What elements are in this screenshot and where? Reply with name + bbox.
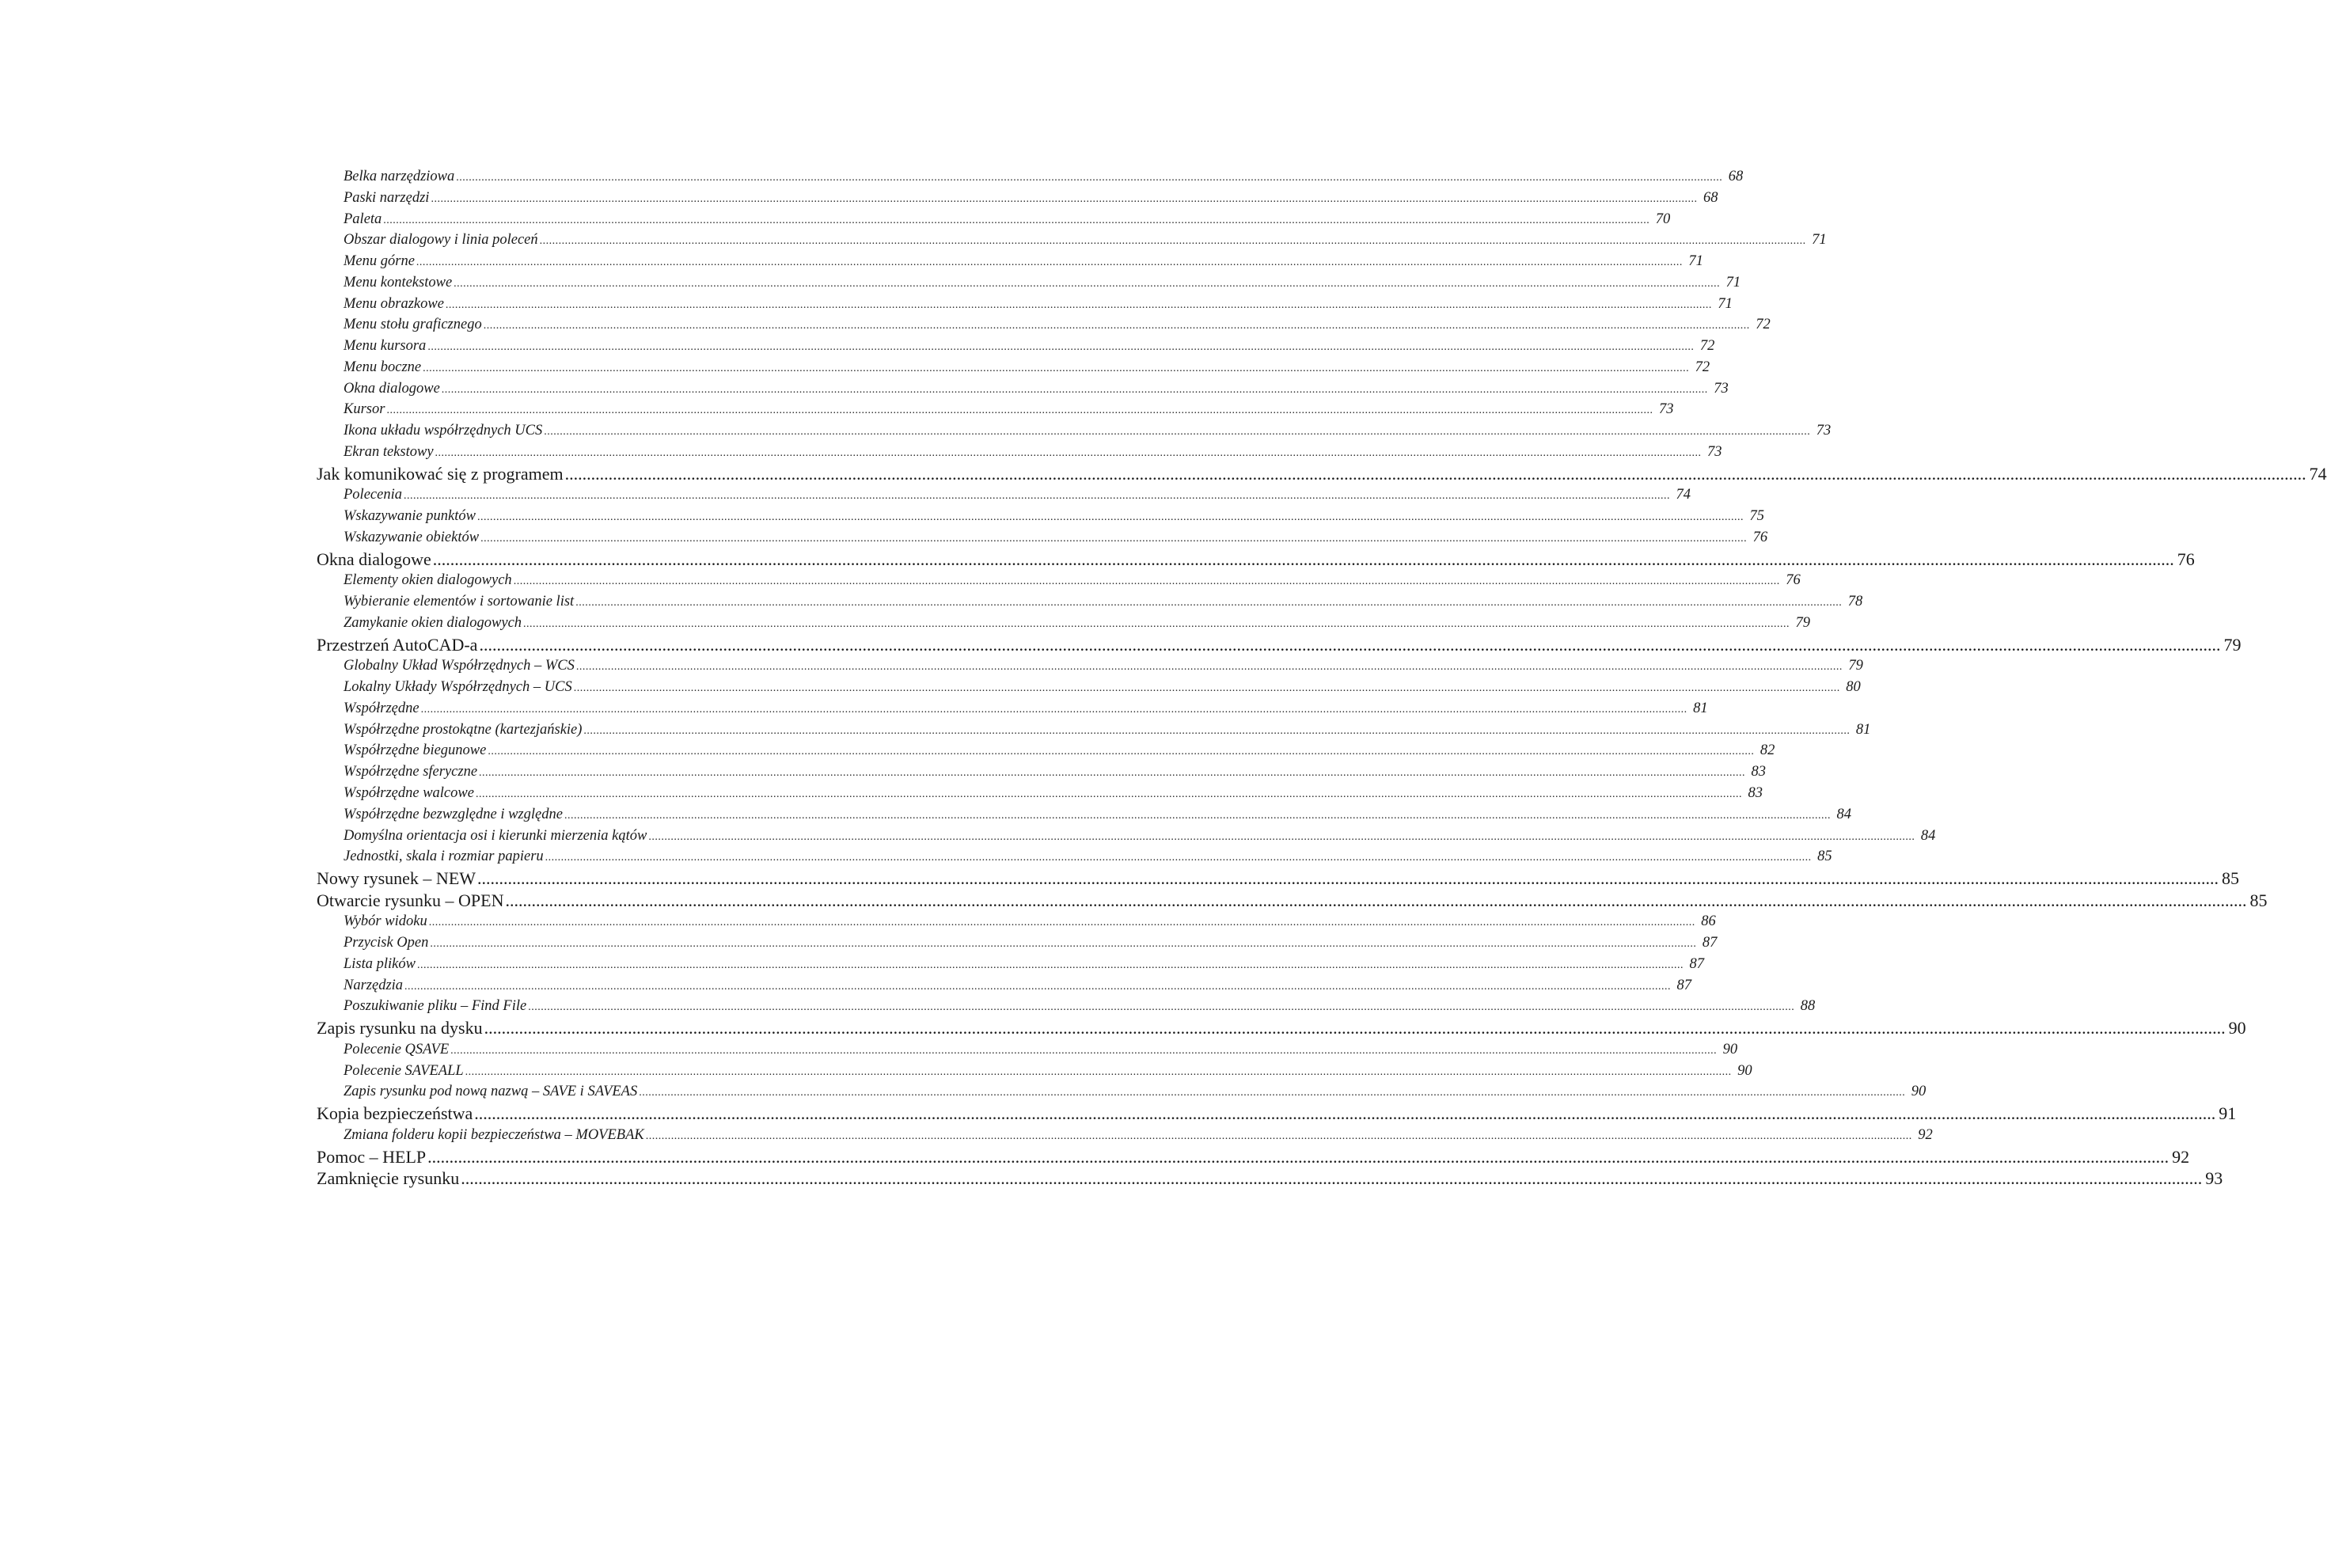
toc-page-number: 84 (1920, 827, 1936, 844)
toc-page-number: 72 (1695, 359, 1710, 375)
toc-page-number: 73 (1714, 380, 1729, 397)
toc-page-number: 92 (1918, 1126, 1933, 1143)
toc-page-number: 84 (1836, 806, 1851, 822)
dot-leader: ................................................................................................................................................................................................................................................................................................................................................................................................................ (544, 426, 1811, 439)
toc-subsection-entry (317, 230, 1827, 251)
toc-entry-title: Paleta (344, 211, 382, 227)
dot-leader: ................................................................................................................................................................................................................................................................................................................................................................................................................ (479, 634, 2221, 655)
toc-entry-title: Menu górne (344, 253, 415, 270)
dot-leader: ................................................................................................................................................................................................................................................................................................................................................................................................................ (479, 767, 1746, 780)
toc-page-number: 72 (1756, 317, 1771, 333)
toc-entry-title: Współrzędne bezwzględne i względne (344, 806, 563, 822)
toc-page-number: 75 (1749, 508, 1764, 525)
toc-page-number: 72 (1699, 338, 1715, 355)
toc-entry-title: Zmiana folderu kopii bezpieczeństwa – MOVEBAK (344, 1126, 644, 1143)
dot-leader: ................................................................................................................................................................................................................................................................................................................................................................................................................ (645, 1129, 1912, 1142)
toc-subsection-entry (317, 484, 1691, 506)
dot-leader: ................................................................................................................................................................................................................................................................................................................................................................................................................ (416, 256, 1683, 269)
toc-page-number: 78 (1847, 594, 1863, 610)
dot-leader: ................................................................................................................................................................................................................................................................................................................................................................................................................ (445, 298, 1712, 311)
toc-subsection-entry (317, 1061, 1752, 1082)
toc-page-number: 79 (1795, 614, 1811, 631)
toc-subsection-entry (317, 975, 1692, 997)
toc-page-number: 74 (1676, 487, 1691, 503)
toc-page-number: 71 (1725, 274, 1741, 290)
toc-page-number: 88 (1800, 998, 1816, 1015)
toc-entry-title: Globalny Układ Współrzędnych – WCS (344, 658, 575, 674)
dot-leader: ................................................................................................................................................................................................................................................................................................................................................................................................................ (564, 463, 2306, 484)
dot-leader: ................................................................................................................................................................................................................................................................................................................................................................................................................ (573, 682, 1840, 695)
toc-page-number: 90 (2228, 1018, 2246, 1038)
toc-entry-title: Zapis rysunku na dysku (317, 1018, 483, 1038)
table-of-contents (317, 166, 2327, 1190)
dot-leader: ................................................................................................................................................................................................................................................................................................................................................................................................................ (484, 1018, 2226, 1038)
toc-page-number: 90 (1722, 1041, 1738, 1057)
toc-page-number: 81 (1693, 700, 1708, 716)
toc-subsection-entry (317, 911, 1716, 932)
toc-entry-title: Zamykanie okien dialogowych (344, 614, 522, 631)
toc-entry-title: Obszar dialogowy i linia poleceń (344, 232, 538, 249)
toc-entry-title: Kursor (344, 401, 385, 418)
toc-subsection-entry (317, 954, 1704, 975)
dot-leader: ................................................................................................................................................................................................................................................................................................................................................................................................................ (475, 788, 1742, 800)
toc-section-entry (317, 890, 2268, 912)
toc-entry-title: Jak komunikować się z programem (317, 463, 564, 484)
toc-subsection-entry (317, 314, 1771, 336)
dot-leader: ................................................................................................................................................................................................................................................................................................................................................................................................................ (575, 597, 1843, 609)
toc-entry-title: Zamknięcie rysunku (317, 1168, 460, 1189)
toc-subsection-entry (317, 698, 1708, 719)
dot-leader: ................................................................................................................................................................................................................................................................................................................................................................................................................ (427, 341, 1695, 354)
toc-subsection-entry (317, 527, 1768, 549)
toc-entry-title: Współrzędne walcowe (344, 784, 474, 801)
toc-page-number: 82 (1759, 742, 1775, 759)
toc-entry-title: Wybór widoku (344, 913, 427, 930)
toc-subsection-entry (317, 804, 1851, 826)
toc-page-number: 71 (1688, 253, 1703, 270)
dot-leader: ................................................................................................................................................................................................................................................................................................................................................................................................................ (454, 277, 1721, 290)
toc-section-entry (317, 463, 2327, 485)
toc-page-number: 74 (2309, 463, 2327, 484)
dot-leader: ................................................................................................................................................................................................................................................................................................................................................................................................................ (428, 917, 1695, 929)
toc-subsection-entry (317, 166, 1744, 188)
toc-page-number: 91 (2219, 1103, 2237, 1124)
dot-leader: ................................................................................................................................................................................................................................................................................................................................................................................................................ (583, 724, 1851, 737)
dot-leader: ................................................................................................................................................................................................................................................................................................................................................................................................................ (505, 890, 2247, 910)
dot-leader: ................................................................................................................................................................................................................................................................................................................................................................................................................ (450, 1044, 1718, 1057)
toc-subsection-entry (317, 357, 1710, 378)
toc-subsection-entry (317, 761, 1767, 783)
toc-entry-title: Nowy rysunek – NEW (317, 868, 476, 889)
toc-subsection-entry (317, 740, 1775, 761)
toc-page-number: 92 (2172, 1146, 2190, 1167)
toc-section-entry (317, 868, 2240, 890)
toc-entry-title: Polecenie QSAVE (344, 1041, 450, 1057)
toc-subsection-entry (317, 655, 1863, 677)
dot-leader: ................................................................................................................................................................................................................................................................................................................................................................................................................ (564, 809, 1831, 822)
toc-page-number: 68 (1728, 169, 1744, 184)
toc-entry-title: Menu boczne (344, 359, 422, 375)
toc-page-number: 83 (1751, 764, 1767, 780)
dot-leader: ................................................................................................................................................................................................................................................................................................................................................................................................................ (420, 703, 1687, 716)
toc-subsection-entry (317, 826, 1936, 847)
dot-leader: ................................................................................................................................................................................................................................................................................................................................................................................................................ (404, 980, 1672, 993)
toc-entry-title: Domyślna orientacja osi i kierunki mierzenia kątów (344, 827, 647, 844)
dot-leader: ................................................................................................................................................................................................................................................................................................................................................................................................................ (477, 511, 1744, 524)
toc-entry-title: Współrzędne (344, 700, 419, 716)
dot-leader: ................................................................................................................................................................................................................................................................................................................................................................................................................ (528, 1001, 1795, 1014)
toc-entry-title: Belka narzędziowa (344, 169, 455, 184)
dot-leader: ................................................................................................................................................................................................................................................................................................................................................................................................................ (432, 549, 2174, 569)
toc-section-entry (317, 634, 2242, 656)
dot-leader: ................................................................................................................................................................................................................................................................................................................................................................................................................ (474, 1103, 2216, 1124)
toc-entry-title: Jednostki, skala i rozmiar papieru (344, 849, 544, 865)
toc-subsection-entry (317, 442, 1722, 463)
dot-leader: ................................................................................................................................................................................................................................................................................................................................................................................................................ (461, 1168, 2203, 1189)
toc-entry-title: Wskazywanie punktów (344, 508, 476, 525)
toc-subsection-entry (317, 188, 1718, 209)
toc-subsection-entry (317, 399, 1674, 420)
toc-entry-title: Wybieranie elementów i sortowanie list (344, 594, 575, 610)
toc-entry-title: Menu stołu graficznego (344, 317, 482, 333)
dot-leader: ................................................................................................................................................................................................................................................................................................................................................................................................................ (648, 830, 1915, 843)
toc-page-number: 87 (1689, 955, 1704, 972)
toc-page-number: 73 (1816, 423, 1832, 439)
toc-section-entry (317, 1017, 2246, 1039)
toc-subsection-entry (317, 783, 1763, 804)
toc-entry-title: Współrzędne sferyczne (344, 764, 478, 780)
toc-page-number: 73 (1658, 401, 1674, 418)
toc-subsection-entry (317, 209, 1671, 230)
dot-leader: ................................................................................................................................................................................................................................................................................................................................................................................................................ (403, 490, 1670, 503)
toc-subsection-entry (317, 613, 1811, 634)
toc-page-number: 76 (1786, 572, 1801, 589)
toc-page-number: 71 (1812, 232, 1827, 249)
toc-page-number: 70 (1655, 211, 1671, 227)
dot-leader: ................................................................................................................................................................................................................................................................................................................................................................................................................ (423, 362, 1690, 374)
toc-entry-title: Lista plików (344, 955, 416, 972)
toc-subsection-entry (317, 932, 1718, 954)
toc-entry-title: Narzędzia (344, 977, 404, 993)
dot-leader: ................................................................................................................................................................................................................................................................................................................................................................................................................ (435, 446, 1702, 459)
dot-leader: ................................................................................................................................................................................................................................................................................................................................................................................................................ (456, 172, 1723, 184)
toc-page-number: 85 (2222, 868, 2240, 889)
toc-subsection-entry (317, 591, 1863, 613)
toc-section-entry (317, 1146, 2190, 1168)
toc-subsection-entry (317, 420, 1832, 442)
toc-page-number: 90 (1737, 1062, 1752, 1079)
dot-leader: ................................................................................................................................................................................................................................................................................................................................................................................................................ (431, 192, 1698, 205)
toc-page-number: 68 (1703, 189, 1718, 206)
toc-page-number: 79 (2223, 634, 2242, 655)
toc-entry-title: Lokalny Układy Współrzędnych – UCS (344, 679, 572, 696)
toc-entry-title: Zapis rysunku pod nową nazwą – SAVE i SAVEAS (344, 1084, 638, 1100)
dot-leader: ................................................................................................................................................................................................................................................................................................................................................................................................................ (483, 320, 1750, 332)
toc-entry-title: Wskazywanie obiektów (344, 529, 480, 545)
toc-page-number: 87 (1676, 977, 1692, 993)
toc-entry-title: Elementy okien dialogowych (344, 572, 512, 589)
toc-page-number: 90 (1911, 1084, 1927, 1100)
toc-entry-title: Okna dialogowe (344, 380, 440, 397)
toc-subsection-entry (317, 719, 1871, 741)
toc-entry-title: Ekran tekstowy (344, 443, 434, 460)
toc-subsection-entry (317, 1039, 1738, 1061)
dot-leader: ................................................................................................................................................................................................................................................................................................................................................................................................................ (539, 235, 1806, 248)
toc-page-number: 85 (1817, 849, 1832, 865)
dot-leader: ................................................................................................................................................................................................................................................................................................................................................................................................................ (386, 404, 1653, 417)
toc-subsection-entry (317, 272, 1741, 294)
dot-leader: ................................................................................................................................................................................................................................................................................................................................................................................................................ (480, 532, 1748, 545)
dot-leader: ................................................................................................................................................................................................................................................................................................................................................................................................................ (575, 661, 1843, 674)
dot-leader: ................................................................................................................................................................................................................................................................................................................................................................................................................ (545, 852, 1812, 864)
toc-entry-title: Polecenie SAVEALL (344, 1062, 464, 1079)
toc-page-number: 85 (2249, 890, 2268, 910)
toc-subsection-entry (317, 1125, 1933, 1146)
toc-subsection-entry (317, 378, 1729, 400)
toc-section-entry (317, 549, 2195, 571)
toc-subsection-entry (317, 506, 1764, 527)
dot-leader: ................................................................................................................................................................................................................................................................................................................................................................................................................ (416, 959, 1684, 971)
dot-leader: ................................................................................................................................................................................................................................................................................................................................................................................................................ (465, 1065, 1732, 1078)
toc-subsection-entry (317, 294, 1733, 315)
toc-entry-title: Kopia bezpieczeństwa (317, 1103, 473, 1124)
toc-page-number: 80 (1846, 679, 1861, 696)
toc-entry-title: Współrzędne biegunowe (344, 742, 487, 759)
toc-entry-title: Polecenia (344, 487, 402, 503)
toc-page-number: 73 (1707, 443, 1722, 460)
toc-page-number: 81 (1855, 721, 1871, 738)
toc-entry-title: Przycisk Open (344, 935, 429, 951)
toc-page-number: 79 (1848, 658, 1863, 674)
toc-page-number: 87 (1702, 935, 1718, 951)
toc-section-entry (317, 1103, 2237, 1125)
toc-entry-title: Poszukiwanie pliku – Find File (344, 998, 527, 1015)
toc-subsection-entry (317, 996, 1816, 1017)
toc-subsection-entry (317, 251, 1703, 272)
toc-entry-title: Przestrzeń AutoCAD-a (317, 634, 478, 655)
dot-leader: ................................................................................................................................................................................................................................................................................................................................................................................................................ (430, 938, 1697, 951)
toc-page-number: 71 (1718, 295, 1733, 312)
toc-entry-title: Otwarcie rysunku – OPEN (317, 890, 504, 910)
toc-entry-title: Menu obrazkowe (344, 295, 444, 312)
toc-page-number: 86 (1701, 913, 1716, 930)
toc-section-entry (317, 1167, 2223, 1190)
toc-subsection-entry (317, 846, 1832, 868)
toc-page-number: 76 (1752, 529, 1768, 545)
dot-leader: ................................................................................................................................................................................................................................................................................................................................................................................................................ (427, 1146, 2169, 1167)
toc-entry-title: Pomoc – HELP (317, 1146, 427, 1167)
dot-leader: ................................................................................................................................................................................................................................................................................................................................................................................................................ (488, 746, 1755, 758)
toc-entry-title: Paski narzędzi (344, 189, 430, 206)
toc-entry-title: Okna dialogowe (317, 549, 431, 569)
toc-page-number: 83 (1748, 784, 1763, 801)
dot-leader: ................................................................................................................................................................................................................................................................................................................................................................................................................ (513, 575, 1780, 588)
toc-page-number: 93 (2205, 1168, 2223, 1189)
toc-entry-title: Współrzędne prostokątne (kartezjańskie) (344, 721, 583, 738)
dot-leader: ................................................................................................................................................................................................................................................................................................................................................................................................................ (523, 617, 1790, 630)
toc-entry-title: Menu kursora (344, 338, 427, 355)
dot-leader: ................................................................................................................................................................................................................................................................................................................................................................................................................ (477, 868, 2219, 889)
toc-subsection-entry (317, 336, 1715, 357)
toc-page-number: 76 (2177, 549, 2195, 569)
toc-entry-title: Menu kontekstowe (344, 274, 453, 290)
toc-subsection-entry (317, 570, 1801, 591)
dot-leader: ................................................................................................................................................................................................................................................................................................................................................................................................................ (441, 383, 1708, 396)
dot-leader: ................................................................................................................................................................................................................................................................................................................................................................................................................ (383, 214, 1650, 226)
toc-subsection-entry (317, 677, 1861, 698)
dot-leader: ................................................................................................................................................................................................................................................................................................................................................................................................................ (639, 1087, 1906, 1099)
toc-entry-title: Ikona układu współrzędnych UCS (344, 423, 543, 439)
toc-subsection-entry (317, 1081, 1927, 1103)
